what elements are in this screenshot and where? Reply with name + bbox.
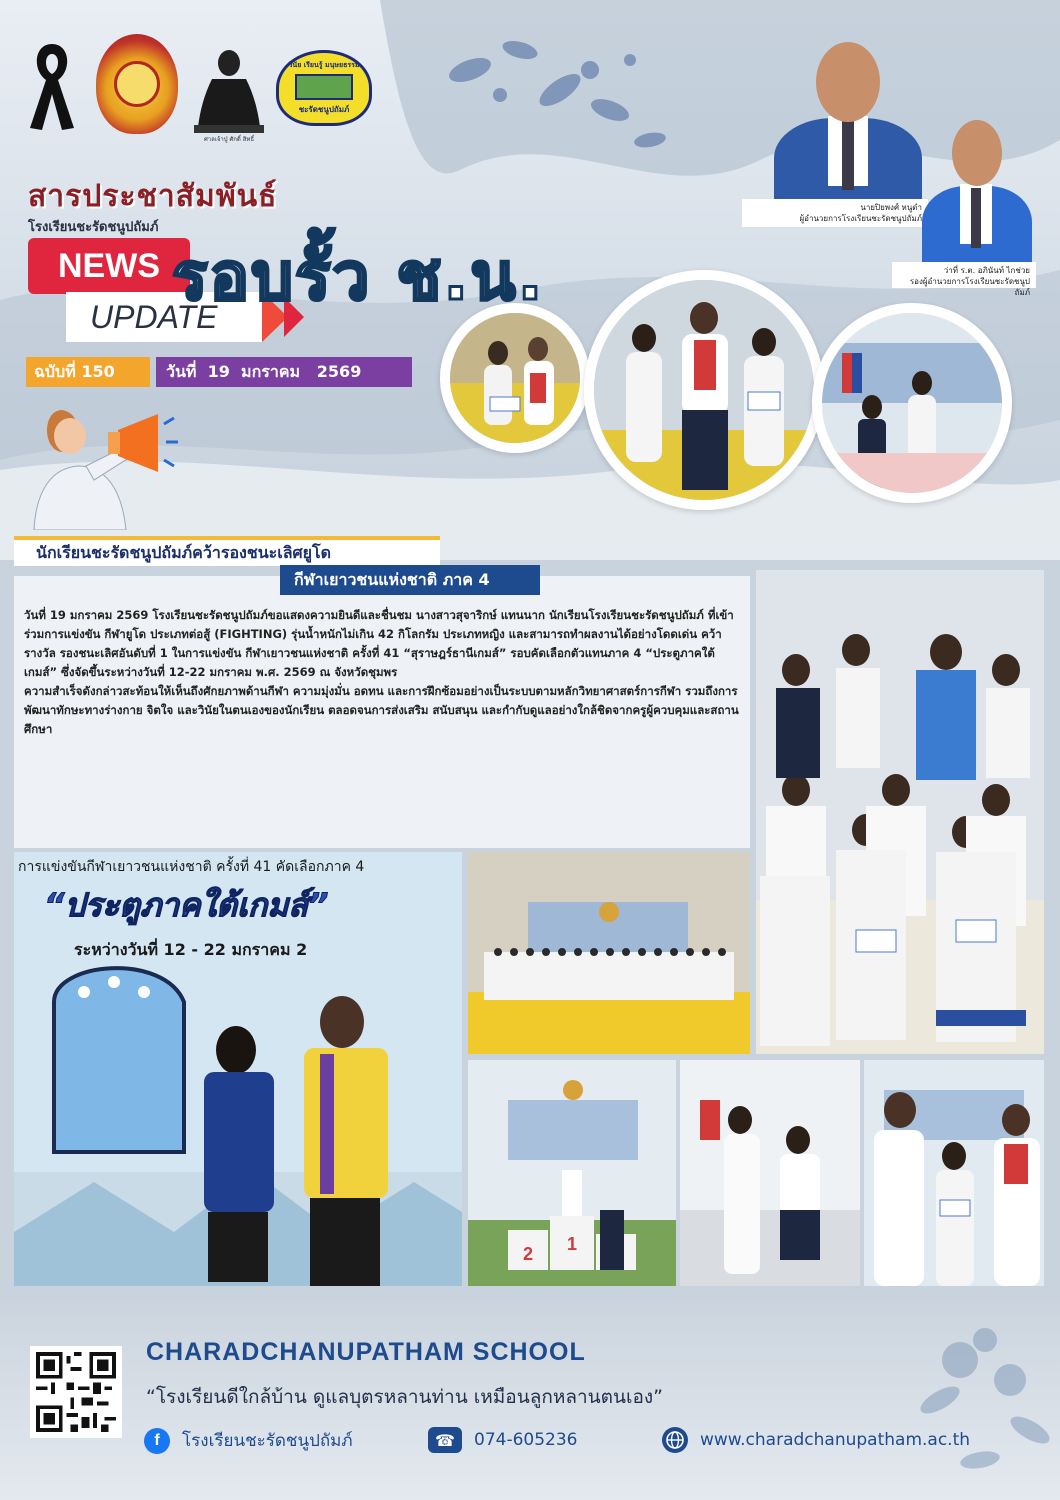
facebook-link[interactable]: [144, 1427, 353, 1454]
school-name-en: CHARADCHANUPATHAM SCHOOL: [146, 1338, 586, 1366]
poster-dates: ระหว่างวันที่ 12 - 22 มกราคม 2: [74, 940, 308, 959]
coaches-athlete-photo: [864, 1060, 1044, 1286]
podium-photo: [468, 1060, 676, 1286]
website-url: www.charadchanupatham.ac.th: [700, 1430, 971, 1450]
school-logo: [276, 50, 372, 126]
monk-statue-logo: [194, 40, 264, 143]
school-logo-name: ชะรัดชนูปถัมภ์: [298, 105, 350, 114]
update-label: UPDATE: [66, 292, 262, 342]
deputy-director-role: รองผู้อำนวยการโรงเรียนชะรัดชนูปถัมภ์: [909, 277, 1030, 297]
statue-caption: ศาลเจ้าปู่ ศักดิ์ สิทธิ์: [203, 136, 255, 143]
facebook-icon: f: [144, 1428, 170, 1454]
deputy-director-name: ว่าที่ ร.ต. อภินันท์ ไกช่วย: [943, 266, 1030, 275]
director-caption: [742, 199, 928, 227]
poster-photo: [14, 852, 462, 1286]
school-motto: “โรงเรียนดีใกล้บ้าน ดูแลบุตรหลานท่าน เหมือนลูกหลานตนเอง”: [146, 1386, 664, 1408]
article-paragraph: วันที่ 19 มกราคม 2569 โรงเรียนชะรัดชนูปถัมภ์ขอแสดงความยินดีและชื่นชม นางสาวสุจาริกษ์ แทนนาก นักเรียนโรงเรียนชะรัดชนูปถัมภ์ ที่เข้าร่วมการแข่งขัน กีฬายูโด ประเภทต่อสู้ (FIGHTING) รุ่นน้ำหนักไม่เกิน 42 กิโลกรัม ประเภทหญิง และสามารถทำผลงานได้อย่างโดดเด่น คว้ารางวัล รองชนะเลิศอันดับที่ 1 ในการแข่งขัน กีฬาเยาวชนแห่งชาติ ครั้งที่ 41 “สุราษฎร์ธานีเกมส์” รอบคัดเลือกตัวแทนภาค 4 “ประตูภาคใต้เกมส์” ซึ่งจัดขึ้นระหว่างวันที่ 12-22 มกราคม พ.ศ. 2569 ณ จังหวัดชุมพร: [24, 608, 734, 679]
newsletter-title: รอบรั้ว ช.น.: [172, 238, 545, 315]
circle-photo-medal: [440, 303, 590, 453]
director-name: นายปิยพงศ์ หนูดำ: [860, 203, 922, 212]
school-logo-motto: วินัย เรียนรู้ มนุษยธรรม: [288, 61, 360, 69]
article-body: [14, 576, 750, 848]
poster-title: การแข่งขันกีฬาเยาวชนแห่งชาติ ครั้งที่ 41 คัดเลือกภาค 4: [18, 859, 365, 875]
issue-number: ฉบับที่ 150: [26, 357, 150, 387]
website-link[interactable]: [662, 1427, 970, 1453]
article-headline: นักเรียนชะรัดชนูปถัมภ์คว้ารองชนะเลิศยูโด: [14, 536, 440, 566]
director-role: ผู้อำนวยการโรงเรียนชะรัดชนูปถัมภ์: [799, 214, 922, 223]
circle-photo-award-stage: [812, 303, 1012, 503]
team-group-photo: [756, 570, 1044, 1054]
deputy-director-photo: [918, 116, 1036, 268]
news-label: NEWS: [28, 238, 190, 294]
hall-group-photo: [468, 852, 750, 1054]
phone-number: 074-605236: [474, 1430, 578, 1450]
athletes-seated-photo: [680, 1060, 860, 1286]
podium-second: 2: [522, 1244, 534, 1264]
issue-date: วันที่ 19 มกราคม 2569: [156, 357, 412, 387]
podium-first: 1: [566, 1234, 578, 1254]
mourning-ribbon-icon: [26, 40, 78, 132]
qr-code-icon[interactable]: [30, 1346, 122, 1438]
circle-photo-coach-athletes: [584, 270, 824, 510]
globe-icon: [662, 1427, 688, 1453]
article-subheadline: กีฬาเยาวชนแห่งชาติ ภาค 4: [280, 565, 540, 595]
megaphone-illustration: [22, 380, 182, 530]
deputy-director-caption: [892, 262, 1036, 297]
masthead-school: โรงเรียนชะรัดชนูปถัมภ์: [28, 220, 159, 235]
masthead-title: สารประชาสัมพันธ์: [28, 179, 278, 214]
telephone-icon: ☎: [428, 1427, 462, 1453]
director-photo: [764, 36, 932, 208]
obec-emblem-logo: [96, 34, 178, 134]
article-paragraph: ความสำเร็จดังกล่าวสะท้อนให้เห็นถึงศักยภาพด้านกีฬา ความมุ่งมั่น อดทน และการฝึกซ้อมอย่างเป็นระบบตามหลักวิทยาศาสตร์การกีฬา รวมถึงการพัฒนาทักษะทางร่างกาย จิตใจ และวินัยในตนเองของนักเรียน ตลอดจนการส่งเสริม สนับสนุน และกำกับดูแลอย่างใกล้ชิดจากครูผู้ควบคุมและสถานศึกษา: [24, 684, 739, 736]
poster-quote: “ประตูภาคใต้เกมส์”: [44, 886, 329, 924]
phone-link[interactable]: [428, 1427, 577, 1453]
facebook-label: โรงเรียนชะรัดชนูปถัมภ์: [182, 1431, 353, 1451]
